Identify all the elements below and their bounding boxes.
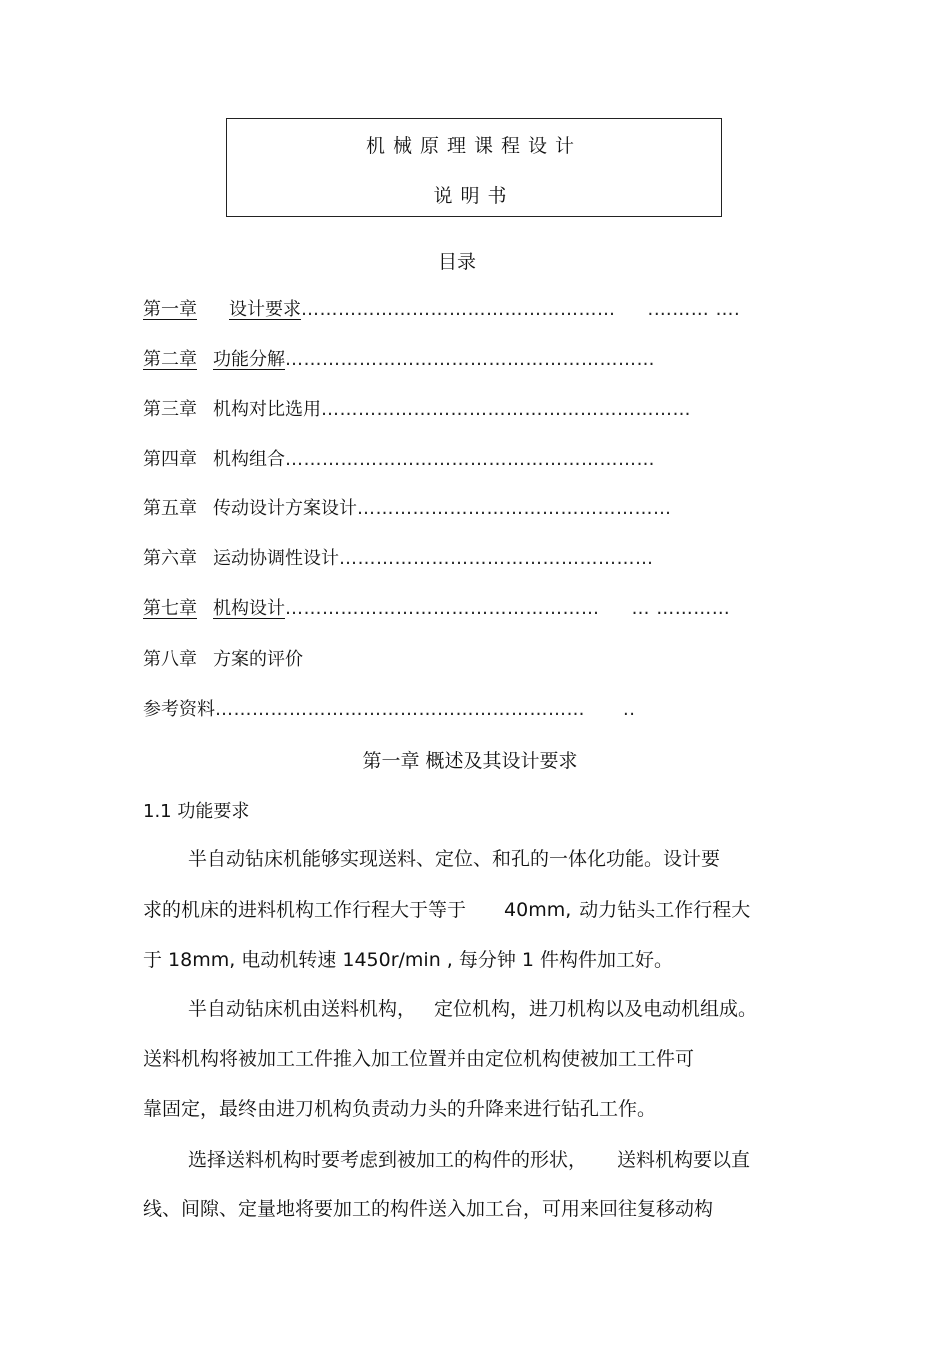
text-span: 40mm,: [504, 899, 572, 921]
toc-chapter: 第一章: [143, 299, 197, 320]
toc-entry[interactable]: [143, 547, 654, 571]
toc-title: 功能分解: [213, 349, 285, 370]
toc-title: 参考资料: [143, 699, 215, 720]
toc-title: 设计要求: [229, 299, 301, 320]
toc-leader: ……………………………………………: [339, 548, 654, 569]
paragraph-line: [188, 997, 757, 1021]
toc-chapter: 第七章: [143, 598, 197, 619]
toc-tail: ..: [623, 699, 636, 720]
toc-leader: ……………………………………………: [301, 299, 616, 320]
paragraph-line: 靠固定，最终由进刀机构负责动力头的升降来进行钻孔工作。: [143, 1098, 657, 1120]
document-subtitle: 说明书: [433, 185, 515, 207]
chapter-title: 第一章 概述及其设计要求: [362, 750, 578, 772]
toc-title: 机构组合: [213, 449, 285, 470]
text-span: 动力钻头工作行程大: [579, 899, 751, 921]
toc-heading: 目录: [437, 251, 476, 273]
toc-leader: ……………………………………………………: [285, 349, 655, 370]
toc-leader: ……………………………………………: [285, 598, 600, 619]
toc-entry[interactable]: [143, 298, 740, 322]
text-span: 求的机床的进料机构工作行程大于等于: [143, 899, 467, 921]
text-span: 选择送料机构时要考虑到被加工的构件的形状，: [188, 1149, 588, 1171]
toc-tail: .……… ….: [647, 299, 741, 320]
toc-entry[interactable]: [143, 497, 672, 521]
paragraph-line: 半自动钻床机能够实现送料、定位、和孔的一体化功能。设计要: [188, 848, 721, 870]
paragraph-line: 于 18mm, 电动机转速 1450r/min , 每分钟 1 件构件加工好。: [143, 949, 674, 971]
paragraph-line: [188, 1148, 750, 1172]
toc-chapter: 第三章: [143, 399, 197, 420]
toc-tail: … …………: [631, 598, 731, 619]
paragraph-line: 线、间隙、定量地将要加工的构件送入加工台，可用来回往复移动构: [143, 1198, 714, 1220]
toc-leader: ……………………………………………………: [321, 399, 691, 420]
toc-title: 机构对比选用: [213, 399, 321, 420]
toc-chapter: 第五章: [143, 498, 197, 519]
toc-entry[interactable]: [143, 597, 730, 621]
toc-leader: ……………………………………………: [357, 498, 672, 519]
toc-leader: ……………………………………………………: [215, 699, 585, 720]
toc-chapter: 第二章: [143, 349, 197, 370]
toc-entry[interactable]: [143, 398, 691, 422]
title-box: [226, 118, 722, 217]
toc-title: 运动协调性设计: [213, 548, 339, 569]
toc-entry[interactable]: [143, 348, 655, 372]
text-span: 送料机构要以直: [617, 1149, 751, 1171]
toc-leader: ……………………………………………………: [285, 449, 655, 470]
toc-chapter: 第六章: [143, 548, 197, 569]
toc-title: 方案的评价: [213, 649, 303, 670]
toc-title: 机构设计: [213, 598, 285, 619]
toc-entry[interactable]: [143, 698, 635, 722]
toc-chapter: 第四章: [143, 449, 197, 470]
toc-title: 传动设计方案设计: [213, 498, 357, 519]
section-title: 1.1 功能要求: [143, 801, 250, 822]
document-title: 机械原理课程设计: [365, 135, 582, 157]
toc-chapter: 第八章: [143, 649, 197, 670]
toc-entry[interactable]: [143, 648, 303, 672]
text-span: 定位机构，进刀机构以及电动机组成。: [434, 998, 758, 1020]
paragraph-line: 送料机构将被加工工件推入加工位置并由定位机构使被加工工件可: [143, 1048, 695, 1070]
text-span: 半自动钻床机由送料机构，: [188, 998, 417, 1020]
toc-entry[interactable]: [143, 448, 655, 472]
paragraph-line: [143, 898, 750, 922]
